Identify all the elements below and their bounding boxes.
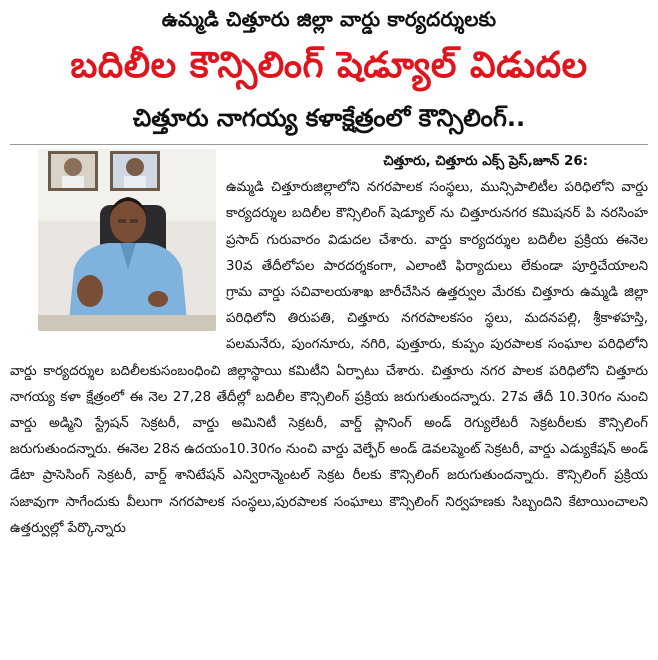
subheadline: చిత్తూరు నాగయ్య కళాక్షేత్రంలో కౌన్సిలింగ్.. bbox=[132, 104, 526, 132]
article-text: ఉమ్మడి చిత్తూరుజిల్లాలోని నగరపాలక సంస్థలు, మున్సిపాలిటీల పరిధిలోని వార్డు కార్యదర్శుల బదిలీల కౌన్సిలింగ్ షెడ్యూల్ ను చిత్తూరునగర కమిషనర్ పి నరసింహ ప్రసాద్ గురువారం విడుదల చేశారు. వార్డు కార్యదర్శుల బదిలీల ప్రక్రియ ఈనెల 30వ తేదీలోపల పారదర్శకంగా, ఎలాంటి ఫిర్యాదులు లేకుండా పూర్తిచేయాలని గ్రామ వార్డు సచివాలయశాఖ జారీచేసిన ఉత్తర్వుల మేరకు చిత్తూరు ఉమ్మడి జిల్లా పరిధిలోని తిరుపతి, చిత్తూరు నగరపాలకసం స్థలు, మదనపల్లి, శ్రీకాళహస్తి, పలమనేరు, పుంగనూరు, నగిరి, పుత్తూరు, కుప్పం పురపాలక సంఘాల పరిధిలోని వార్డు కార్యదర్శుల బదిలీలకుసంబంధించి జిల్లాస్థాయి కమిటీని ఏర్పాటు చేశారు. చిత్తూరు నగర పాలక పరిధిలోని చిత్తూరు నాగయ్య కళా క్షేత్రంలో ఈ నెల 27,28 తేదీల్లో బదిలీల కౌన్సిలింగ్ ప్రక్రియ జరుగుతుందన్నారు. 27వ తేదీ 10.30గం నుంచి వార్డు అడ్మిని స్ట్రేషన్ సెక్రటరీ, వార్డు అమినిటీ సెక్రటరీ, వార్డ్ ప్లానింగ్ అండ్ రెగ్యులేటరీ సెక్రటరీలకు కౌన్సిలింగ్ జరుగుతుందన్నారు. ఈనెల 28న ఉదయం10.30గం నుంచి వార్డు వెల్ఫేర్ అండ్ డెవలప్మెంట్ సెక్రటరీ, వార్డు ఎడ్యుకేషన్ అండ్ డేటా ప్రాసెసింగ్ సెక్రటరీ, వార్డ్ శానిటేషన్ ఎన్విరాన్మెంటల్ సెక్రట రీలకు కౌన్సిలింగ్ జరుగుతుందన్నారు. కౌన్సిలింగ్ ప్రక్రియ సజావుగా సాగేందుకు వీలుగా నగరపాలక సంస్థలు,పురపాలక సంఘాలు కౌన్సిలింగ్ నిర్వహణకు సిబ్బందిని కేటాయించాలని ఉత్తర్వుల్లో పేర్కొన్నారు bbox=[10, 180, 648, 536]
commissioner-photo bbox=[38, 149, 216, 331]
dateline: చిత్తూరు, చిత్తూరు ఎక్స్ ప్రెస్,జూన్ 26: bbox=[383, 154, 588, 169]
photo-illustration bbox=[38, 149, 216, 331]
kicker: ఉమ్మడి చిత్తూరు జిల్లా వార్డు కార్యదర్శులకు bbox=[161, 7, 497, 31]
divider bbox=[10, 144, 648, 145]
article-body bbox=[10, 149, 648, 542]
headline: బదిలీల కౌన్సిలింగ్ షెడ్యూల్ విడుదల bbox=[70, 45, 588, 86]
